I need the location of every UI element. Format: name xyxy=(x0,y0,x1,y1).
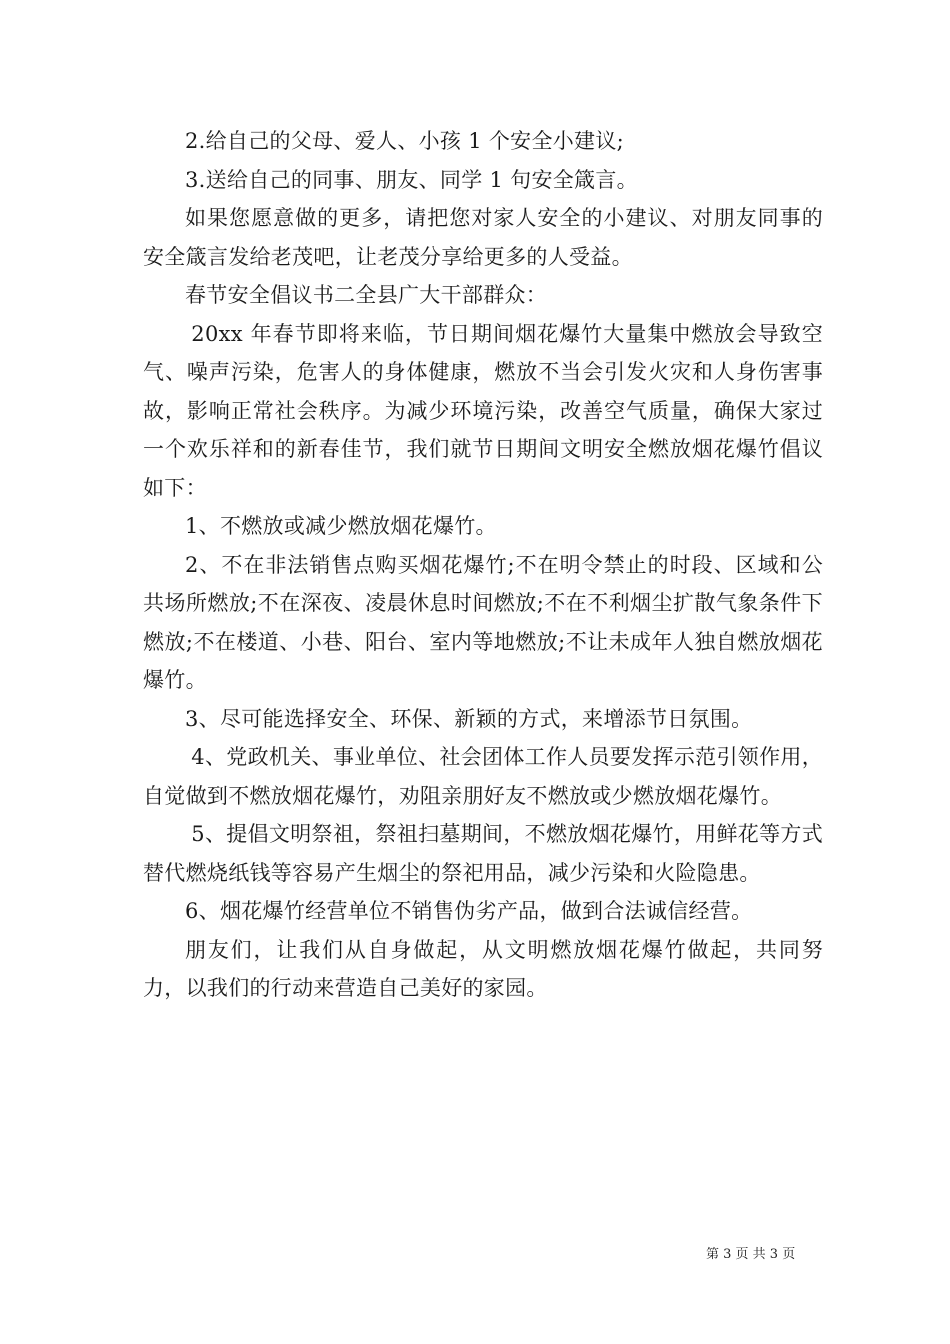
list-item-2: 2、不在非法销售点购买烟花爆竹;不在明令禁止的时段、区域和公共场所燃放;不在深夜、凌晨休息时间燃放;不在不利烟尘扩散气象条件下燃放;不在楼道、小巷、阳台、室内等地燃放;不让未成年人独自燃放烟花爆竹。 xyxy=(143,552,823,692)
paragraph-share-invite: 如果您愿意做的更多，请把您对家人安全的小建议、对朋友同事的安全箴言发给老茂吧，让老茂分享给更多的人受益。 xyxy=(143,206,823,269)
list-item-6: 6、烟花爆竹经营单位不销售伪劣产品，做到合法诚信经营。 xyxy=(185,899,753,923)
paragraph-proposal-heading: 春节安全倡议书二全县广大干部群众： xyxy=(185,283,548,307)
list-item-3: 3、尽可能选择安全、环保、新颖的方式，来增添节日氛围。 xyxy=(185,706,753,731)
document-body xyxy=(143,122,823,1008)
paragraph-suggestion-2: 2.给自己的父母、爱人、小孩 1 个安全小建议; xyxy=(185,129,625,153)
page-number: 第 3 页 共 3 页 xyxy=(706,1247,796,1262)
paragraph-closing: 朋友们，让我们从自身做起，从文明燃放烟花爆竹做起，共同努力，以我们的行动来营造自己美好的家园。 xyxy=(143,937,823,1000)
list-item-4: 4、党政机关、事业单位、社会团体工作人员要发挥示范引领作用，自觉做到不燃放烟花爆竹，劝阻亲朋好友不燃放或少燃放烟花爆竹。 xyxy=(143,745,823,808)
paragraph-proposal-intro: 20xx 年春节即将来临，节日期间烟花爆竹大量集中燃放会导致空气、噪声污染，危害人的身体健康，燃放不当会引发火灾和人身伤害事故，影响正常社会秩序。为减少环境污染，改善空气质量，确保大家过一个欢乐祥和的新春佳节，我们就节日期间文明安全燃放烟花爆竹倡议如下： xyxy=(143,321,823,500)
list-item-5: 5、提倡文明祭祖，祭祖扫墓期间，不燃放烟花爆竹，用鲜花等方式替代燃烧纸钱等容易产生烟尘的祭祀用品，减少污染和火险隐患。 xyxy=(143,822,823,885)
paragraph-suggestion-3: 3.送给自己的同事、朋友、同学 1 句安全箴言。 xyxy=(185,167,638,192)
list-item-1: 1、不燃放或减少燃放烟花爆竹。 xyxy=(185,514,497,538)
